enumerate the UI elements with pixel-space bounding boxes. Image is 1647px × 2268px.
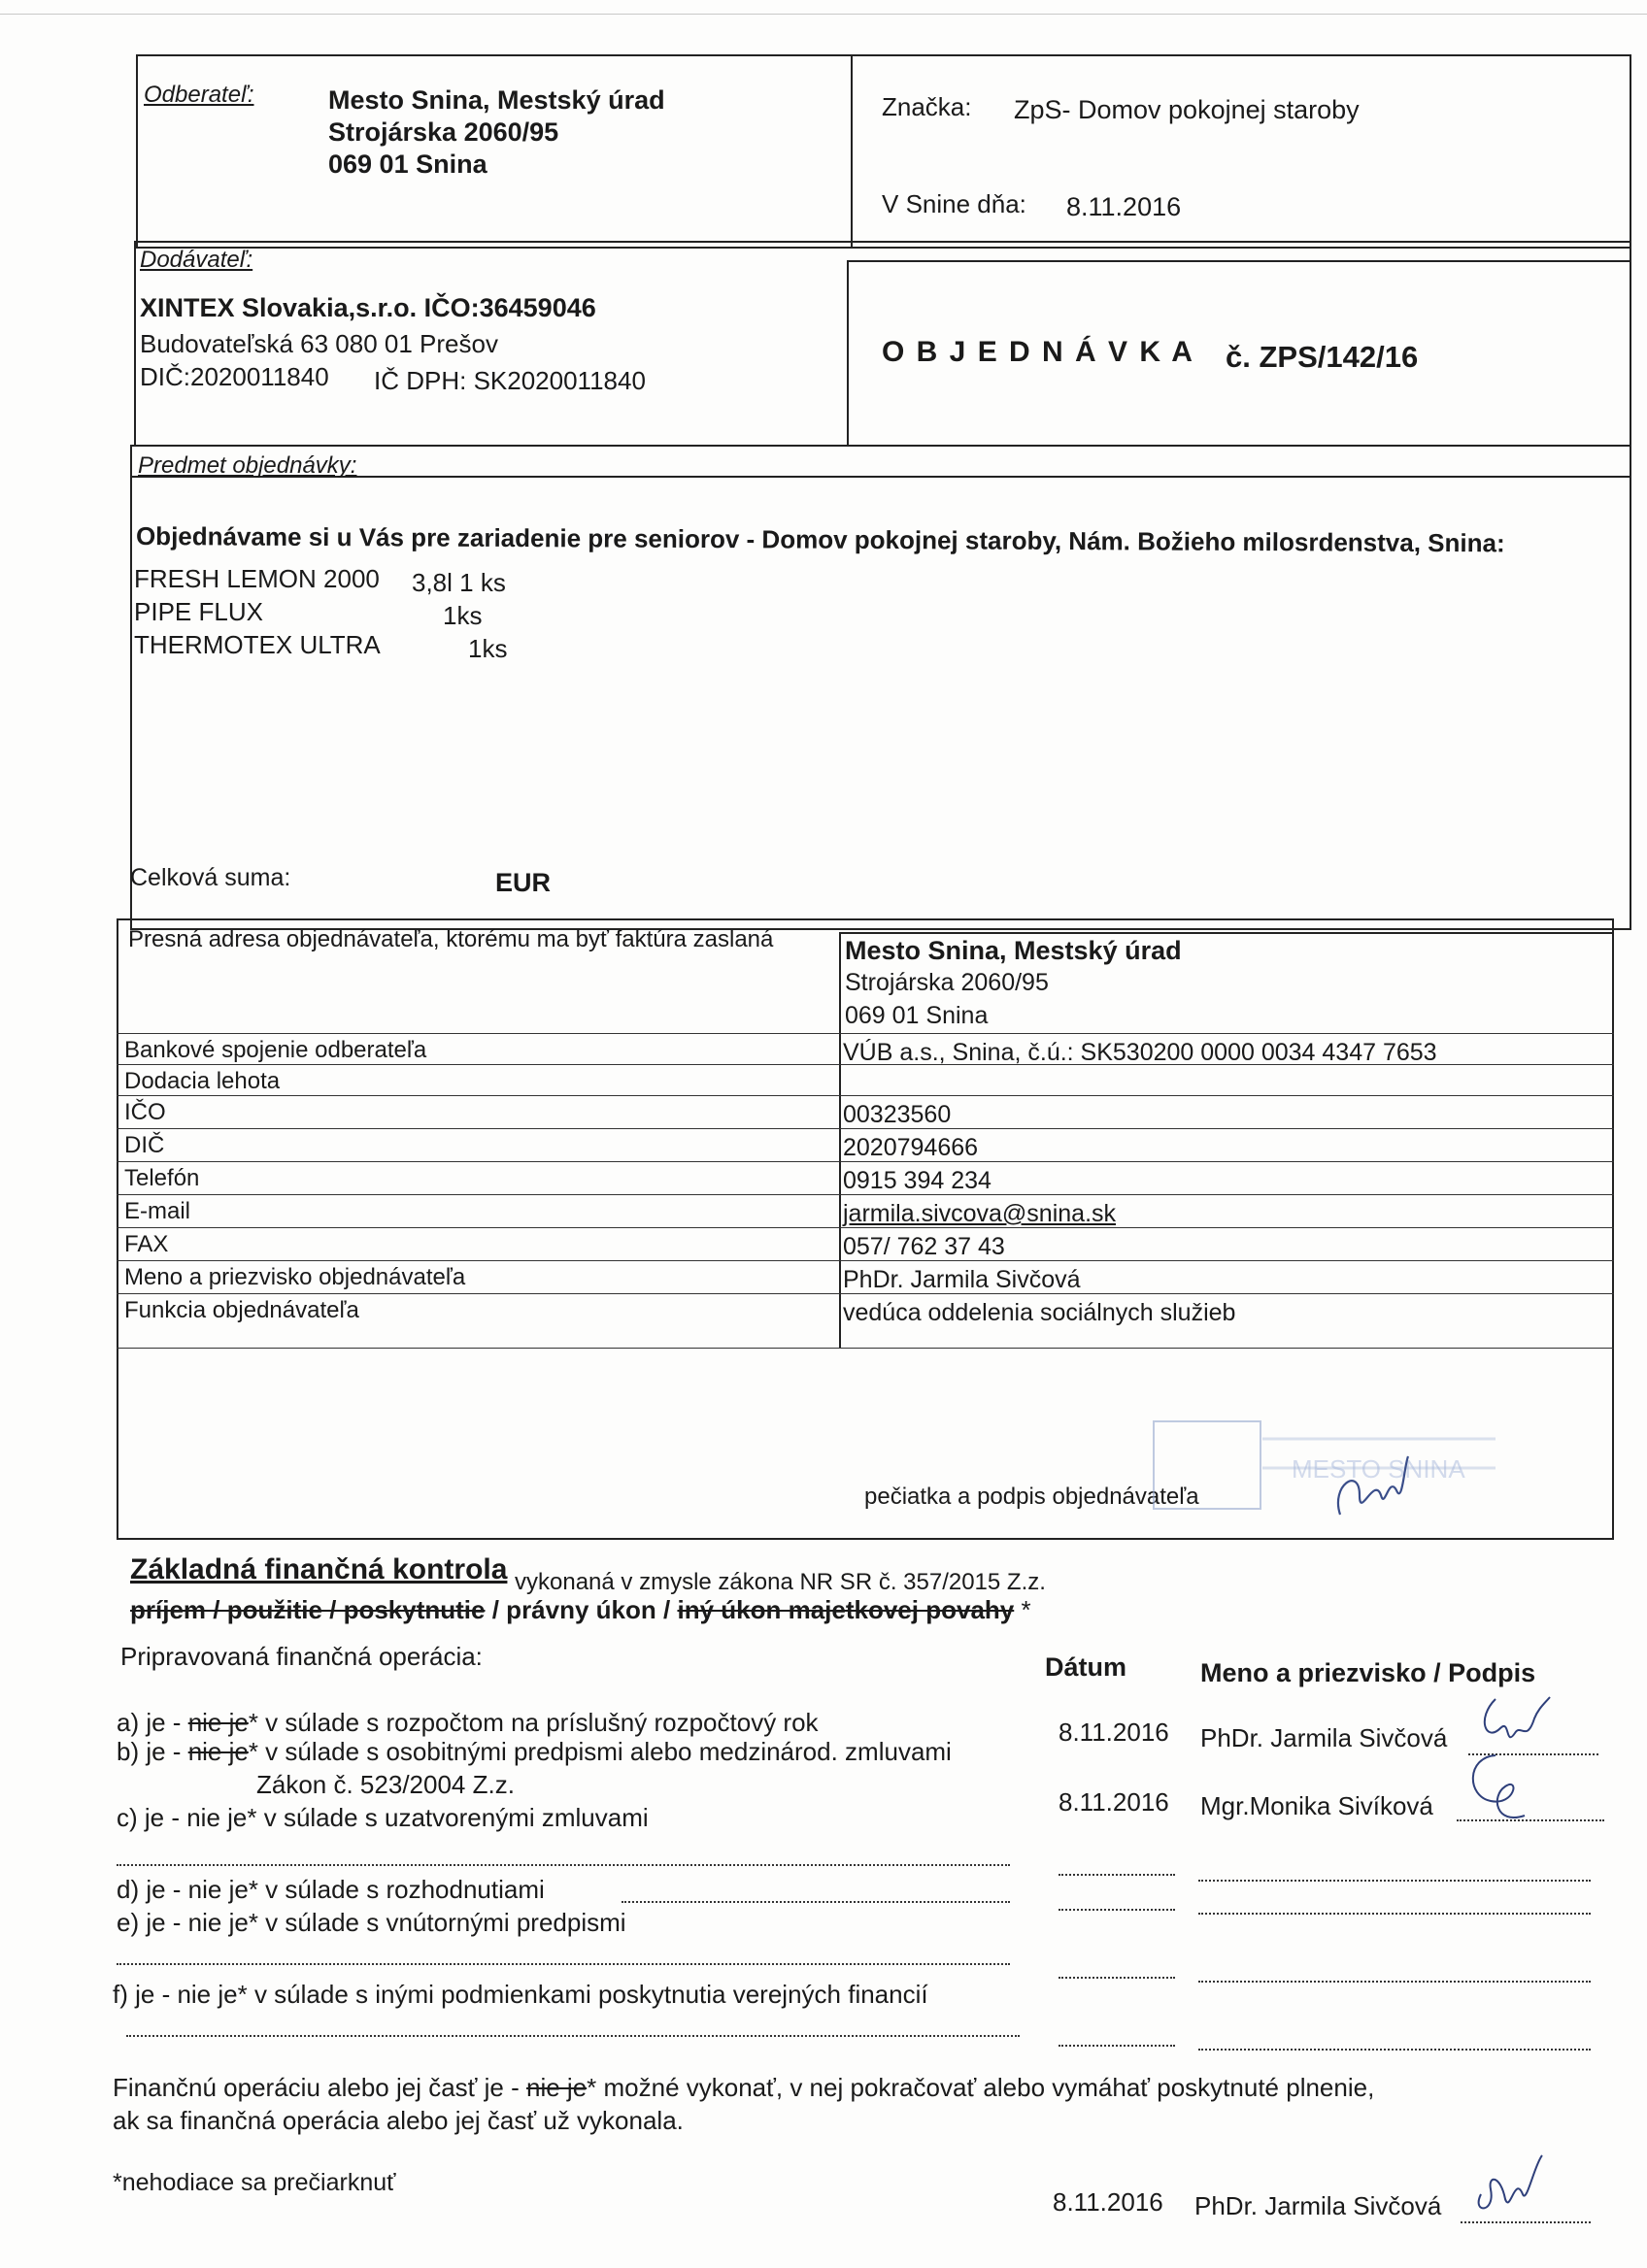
item-qty: 1ks xyxy=(468,634,508,663)
table-row-label: Telefón xyxy=(124,1165,200,1191)
total-label: Celková suma: xyxy=(130,864,291,891)
check-a-text: * v súlade s rozpočtom na príslušný rozpočtový rok xyxy=(248,1708,819,1737)
table-row-label: DIČ xyxy=(124,1132,165,1158)
dotted-line xyxy=(1059,1977,1175,1979)
table-row-value: VÚB a.s., Snina, č.ú.: SK530200 0000 0034 4347 7653 xyxy=(843,1039,1437,1066)
check-a-pre: a) je - xyxy=(117,1708,188,1737)
info-table-divider xyxy=(839,932,841,1348)
kontrola-heading: Základná finančná kontrola xyxy=(130,1553,508,1585)
date-value: 8.11.2016 xyxy=(1066,192,1182,221)
odberatel-label: Odberateľ: xyxy=(144,82,254,108)
check-b-pre: b) je - xyxy=(117,1737,188,1766)
table-row-line xyxy=(117,1194,1614,1195)
table-row-value: jarmila.sivcova@snina.sk xyxy=(843,1200,1117,1227)
svg-text:MESTO SNINA: MESTO SNINA xyxy=(1292,1454,1465,1484)
odberatel-street: Strojárska 2060/95 xyxy=(328,117,559,147)
dotted-line xyxy=(117,1864,1010,1866)
dodavatel-name: XINTEX Slovakia,s.r.o. IČO:36459046 xyxy=(140,293,596,322)
predmet-box xyxy=(130,445,1631,930)
table-row-line xyxy=(117,1033,1614,1034)
address-name: Mesto Snina, Mestský úrad xyxy=(845,936,1182,965)
check-e: e) je - nie je* v súlade s vnútornými predpismi xyxy=(117,1908,626,1937)
item-name: PIPE FLUX xyxy=(134,597,263,626)
dotted-line xyxy=(126,2035,1020,2037)
predmet-intro: Objednávame si u Vás pre zariadenie pre seniorov - Domov pokojnej staroby, Nám. Božieho milosrdenstva, Snina: xyxy=(135,521,1505,558)
dotted-line xyxy=(1198,1880,1591,1882)
scan-top-line xyxy=(0,14,1647,15)
table-row-label: Dodacia lehota xyxy=(124,1068,281,1094)
final-statement xyxy=(113,2074,1374,2103)
znacka-label: Značka: xyxy=(882,92,972,121)
address-street: Strojárska 2060/95 xyxy=(845,969,1049,996)
table-row-value: vedúca oddelenia sociálnych služieb xyxy=(843,1299,1236,1326)
dodavatel-address: Budovateľská 63 080 01 Prešov xyxy=(140,329,498,358)
table-row-line xyxy=(117,1260,1614,1261)
table-row-line xyxy=(117,1095,1614,1096)
znacka-value: ZpS- Domov pokojnej staroby xyxy=(1014,95,1360,124)
signature-icon xyxy=(1457,2146,1563,2223)
signature-icon xyxy=(1437,1748,1554,1835)
col-date-header: Dátum xyxy=(1045,1652,1127,1682)
dotted-line xyxy=(1059,1909,1175,1911)
total-currency: EUR xyxy=(495,868,552,897)
check-b xyxy=(117,1738,952,1767)
check-b-law: Zákon č. 523/2004 Z.z. xyxy=(256,1770,515,1799)
odberatel-name: Mesto Snina, Mestský úrad xyxy=(328,85,665,115)
table-row-line xyxy=(117,1293,1614,1294)
line2-end: * xyxy=(1021,1595,1031,1624)
check-d: d) je - nie je* v súlade s rozhodnutiami xyxy=(117,1875,545,1904)
struck-text: iný úkon majetkovej povahy xyxy=(677,1595,1015,1624)
item-name: THERMOTEX ULTRA xyxy=(134,630,381,659)
header-divider xyxy=(851,54,853,249)
table-row-label: IČO xyxy=(124,1099,166,1125)
table-row-label: Bankové spojenie odberateľa xyxy=(124,1037,427,1063)
signature-icon xyxy=(1321,1437,1437,1534)
table-row-value: 0915 394 234 xyxy=(843,1167,992,1194)
final-pre: Finančnú operáciu alebo jej časť je - xyxy=(113,2073,526,2102)
check-a-date: 8.11.2016 xyxy=(1059,1718,1169,1747)
check-b-date: 8.11.2016 xyxy=(1059,1787,1169,1817)
dodavatel-dic: DIČ:2020011840 xyxy=(140,362,329,391)
dotted-line xyxy=(1198,2049,1591,2051)
table-row-label: Funkcia objednávateľa xyxy=(124,1297,359,1323)
final-post: * možné vykonať, v nej pokračovať alebo vymáhať poskytnuté plnenie, xyxy=(587,2073,1375,2102)
struck-text: príjem / použitie / poskytnutie xyxy=(130,1595,486,1624)
table-row-line xyxy=(117,1064,1614,1065)
final-line2: ak sa finančná operácia alebo jej časť už vykonala. xyxy=(113,2106,684,2135)
dotted-line xyxy=(1059,1874,1175,1876)
line2-mid: / právny úkon / xyxy=(491,1595,671,1624)
table-row-value: PhDr. Jarmila Sivčová xyxy=(843,1266,1081,1293)
check-b-name: Mgr.Monika Sivíková xyxy=(1200,1791,1433,1820)
kontrola-line2 xyxy=(130,1596,1031,1625)
prep-label: Pripravovaná finančná operácia: xyxy=(120,1642,483,1671)
stamp-label: pečiatka a podpis objednávateľa xyxy=(864,1484,1199,1510)
table-row-value: 057/ 762 37 43 xyxy=(843,1233,1005,1260)
col-name-header: Meno a priezvisko / Podpis xyxy=(1200,1658,1536,1687)
dodavatel-label: Dodávateľ: xyxy=(140,247,253,273)
table-row-line xyxy=(117,1348,1614,1349)
table-row-line xyxy=(117,1128,1614,1129)
final-date: 8.11.2016 xyxy=(1053,2187,1163,2217)
table-row-line xyxy=(117,1227,1614,1228)
dotted-line xyxy=(622,1901,1010,1903)
info-address-topline xyxy=(839,932,1614,934)
check-c: c) je - nie je* v súlade s uzatvorenými zmluvami xyxy=(117,1803,649,1832)
final-name: PhDr. Jarmila Sivčová xyxy=(1194,2191,1442,2220)
dotted-line xyxy=(1198,1913,1591,1915)
item-qty: 3,8l 1 ks xyxy=(412,568,506,597)
date-label: V Snine dňa: xyxy=(882,189,1026,218)
table-row-label: E-mail xyxy=(124,1198,191,1224)
struck-text: nie je xyxy=(187,1708,249,1737)
table-row-label: Meno a priezvisko objednávateľa xyxy=(124,1264,466,1290)
dotted-line xyxy=(117,1963,1010,1965)
address-city: 069 01 Snina xyxy=(845,1002,989,1029)
order-number: č. ZPS/142/16 xyxy=(1226,340,1419,374)
order-title: O B J E D N Á V K A xyxy=(882,336,1194,368)
dodavatel-icdph: IČ DPH: SK2020011840 xyxy=(374,366,646,395)
odberatel-city: 069 01 Snina xyxy=(328,150,487,179)
table-row-line xyxy=(117,1161,1614,1162)
check-f: f) je - nie je* v súlade s inými podmienkami poskytnutia verejných financií xyxy=(113,1980,928,2009)
item-qty: 1ks xyxy=(443,601,483,630)
dotted-line xyxy=(1059,2045,1175,2047)
dotted-line xyxy=(1198,1981,1591,1983)
check-b-text: * v súlade s osobitnými predpismi alebo medzinárod. zmluvami xyxy=(248,1737,952,1766)
struck-text: nie je xyxy=(526,2073,588,2102)
check-a xyxy=(117,1709,819,1738)
table-row-value: 00323560 xyxy=(843,1101,952,1128)
struck-text: nie je xyxy=(187,1737,249,1766)
address-label: Presná adresa objednávateľa, ktorému ma byť faktúra zaslaná xyxy=(128,926,774,952)
item-name: FRESH LEMON 2000 xyxy=(134,564,380,593)
check-a-name: PhDr. Jarmila Sivčová xyxy=(1200,1723,1448,1752)
footnote: *nehodiace sa prečiarknuť xyxy=(113,2169,396,2196)
predmet-label: Predmet objednávky: xyxy=(138,452,357,479)
table-row-value: 2020794666 xyxy=(843,1134,979,1161)
table-row-label: FAX xyxy=(124,1231,169,1257)
supplier-topline xyxy=(847,260,1631,262)
kontrola-heading-rest: vykonaná v zmysle zákona NR SR č. 357/2015 Z.z. xyxy=(515,1569,1046,1595)
supplier-divider xyxy=(847,260,849,447)
